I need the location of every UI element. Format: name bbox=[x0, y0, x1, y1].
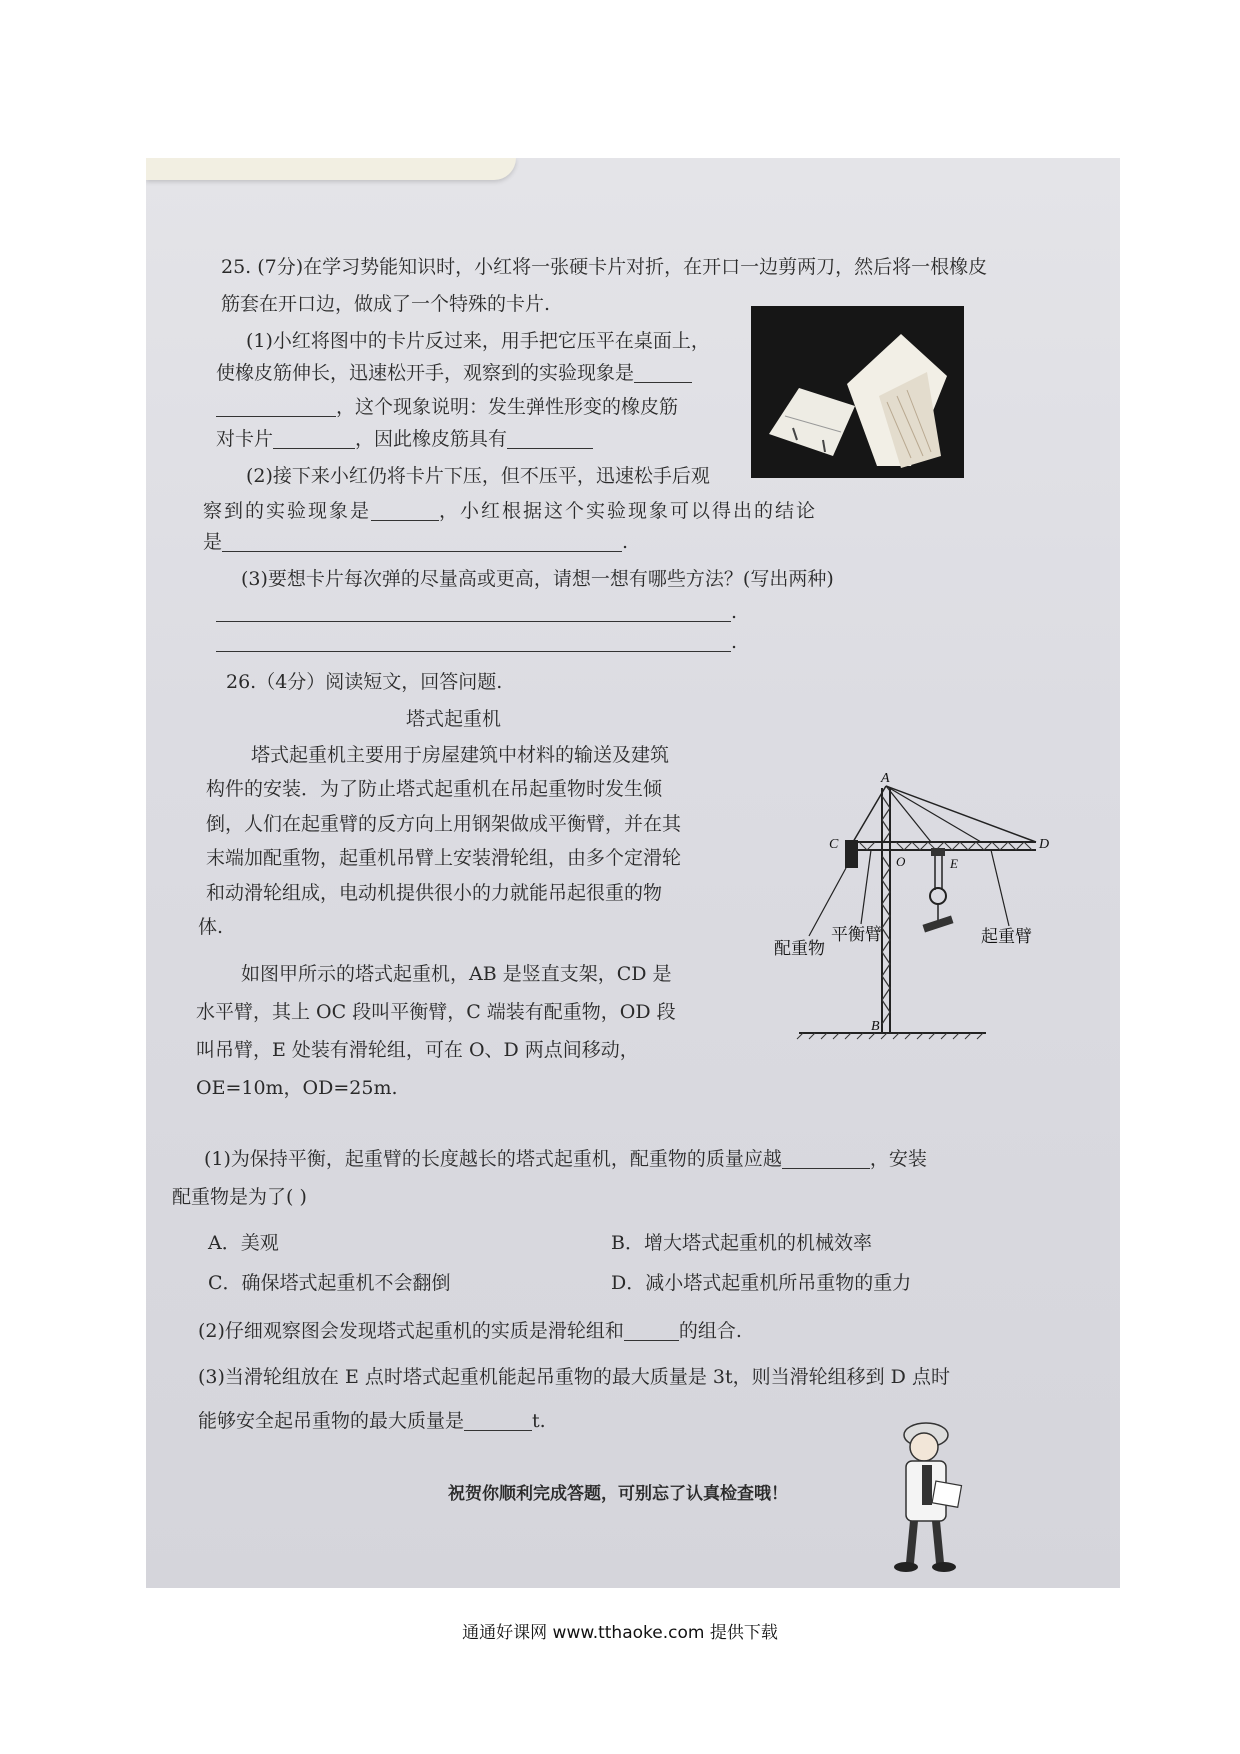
q26-sub3-line2: 能够安全起吊重物的最大质量是 t. bbox=[198, 1410, 546, 1432]
q26-blank-2[interactable] bbox=[624, 1340, 679, 1341]
q26-para2-line2: 水平臂，其上 OC 段叫平衡臂，C 端装有配重物，OD 段 bbox=[196, 1001, 676, 1023]
q26-para2-line1: 如图甲所示的塔式起重机，AB 是竖直支架，CD 是 bbox=[241, 963, 672, 985]
q26-sub3-line1: (3)当滑轮组放在 E 点时塔式起重机能起吊重物的最大质量是 3t，则当滑轮组移到 D 点时 bbox=[198, 1366, 950, 1388]
q26-article-title: 塔式起重机 bbox=[406, 708, 502, 730]
q26-para1-line6: 体. bbox=[198, 916, 224, 938]
q25-blank-1d[interactable] bbox=[507, 448, 593, 449]
q25-part3-answer2: . bbox=[216, 633, 737, 652]
q25-blank-2b[interactable] bbox=[222, 551, 622, 552]
q26-para2-line3: 叫吊臂，E 处装有滑轮组，可在 O、D 两点间移动， bbox=[196, 1039, 639, 1061]
professor-cartoon-icon bbox=[866, 1413, 986, 1583]
q25-intro-line1: 25. (7分)在学习势能知识时，小红将一张硬卡片对折，在开口一边剪两刀，然后将一根橡皮 bbox=[221, 256, 988, 278]
label-balance-arm: 平衡臂 bbox=[831, 925, 882, 945]
q25-part2-line3: 是 . bbox=[203, 531, 629, 553]
q25-part1-line2: 使橡皮筋伸长，迅速松开手，观察到的实验现象是 bbox=[216, 364, 692, 383]
closing-message: 祝贺你顺利完成答题，可别忘了认真检查哦！ bbox=[448, 1484, 788, 1504]
q25-blank-1a[interactable] bbox=[634, 382, 692, 383]
q26-option-B: B．增大塔式起重机的机械效率 bbox=[611, 1232, 872, 1254]
label-O: O bbox=[896, 854, 906, 869]
q25-part1-line3: ，这个现象说明：发生弹性形变的橡皮筋 bbox=[216, 398, 678, 417]
label-D: D bbox=[1039, 837, 1050, 852]
label-lifting-arm: 起重臂 bbox=[981, 927, 1032, 947]
footer-credit: 通通好课网 www.tthaoke.com 提供下载 bbox=[462, 1623, 778, 1643]
q25-blank-3a[interactable] bbox=[216, 621, 731, 622]
q26-blank-3[interactable] bbox=[464, 1430, 532, 1431]
q26-para1-line3: 倒，人们在起重臂的反方向上用钢架做成平衡臂，并在其 bbox=[206, 813, 682, 835]
q26-para2-line4: OE=10m，OD=25m. bbox=[196, 1077, 398, 1099]
tower-crane-diagram bbox=[691, 756, 1081, 1066]
q26-para1-line2: 构件的安装．为了防止塔式起重机在吊起重物时发生倾 bbox=[206, 778, 663, 800]
q25-part2-line1: (2)接下来小红仍将卡片下压，但不压平，迅速松手后观 bbox=[246, 465, 710, 487]
q26-option-A: A．美观 bbox=[208, 1232, 279, 1254]
label-A: A bbox=[881, 771, 890, 786]
q25-blank-1c[interactable] bbox=[273, 448, 355, 449]
q25-blank-3b[interactable] bbox=[216, 651, 731, 652]
q25-blank-1b[interactable] bbox=[216, 416, 336, 417]
q26-option-D: D．减小塔式起重机所吊重物的重力 bbox=[611, 1272, 912, 1294]
q26-para1-line4: 末端加配重物，起重机吊臂上安装滑轮组，由多个定滑轮 bbox=[206, 847, 682, 869]
q26-sub1-line2: 配重物是为了( ) bbox=[172, 1186, 307, 1208]
q26-sub1-line1: (1)为保持平衡，起重臂的长度越长的塔式起重机，配重物的质量应越 ，安装 bbox=[204, 1148, 927, 1170]
q26-header: 26.（4分）阅读短文，回答问题. bbox=[226, 671, 503, 693]
folded-card-photo bbox=[751, 306, 964, 478]
label-B: B bbox=[871, 1019, 880, 1034]
q25-part2-line2: 察到的实验现象是 ，小红根据这个实验现象可以得出的结论 bbox=[203, 500, 818, 522]
q26-sub2: (2)仔细观察图会发现塔式起重机的实质是滑轮组和 的组合. bbox=[198, 1320, 742, 1342]
q25-part1-line1: (1)小红将图中的卡片反过来，用手把它压平在桌面上， bbox=[246, 330, 710, 352]
q25-part3-answer1: . bbox=[216, 603, 737, 622]
label-C: C bbox=[829, 837, 839, 852]
exam-page-photo bbox=[146, 158, 1120, 1588]
q25-part1-line4: 对卡片 ，因此橡皮筋具有 bbox=[216, 430, 593, 449]
q26-blank-1[interactable] bbox=[782, 1168, 870, 1169]
q26-para1-line5: 和动滑轮组成，电动机提供很小的力就能吊起很重的物 bbox=[206, 882, 663, 904]
q25-intro-line2: 筋套在开口边，做成了一个特殊的卡片. bbox=[221, 293, 551, 315]
q25-blank-2a[interactable] bbox=[371, 520, 439, 521]
paper-corner-shadow bbox=[146, 158, 516, 180]
q26-option-C: C．确保塔式起重机不会翻倒 bbox=[208, 1272, 451, 1294]
label-E: E bbox=[950, 856, 958, 871]
label-counterweight: 配重物 bbox=[774, 939, 825, 959]
q26-para1-line1: 塔式起重机主要用于房屋建筑中材料的输送及建筑 bbox=[251, 744, 670, 766]
q25-part3-line1: (3)要想卡片每次弹的尽量高或更高，请想一想有哪些方法？(写出两种) bbox=[241, 568, 834, 590]
